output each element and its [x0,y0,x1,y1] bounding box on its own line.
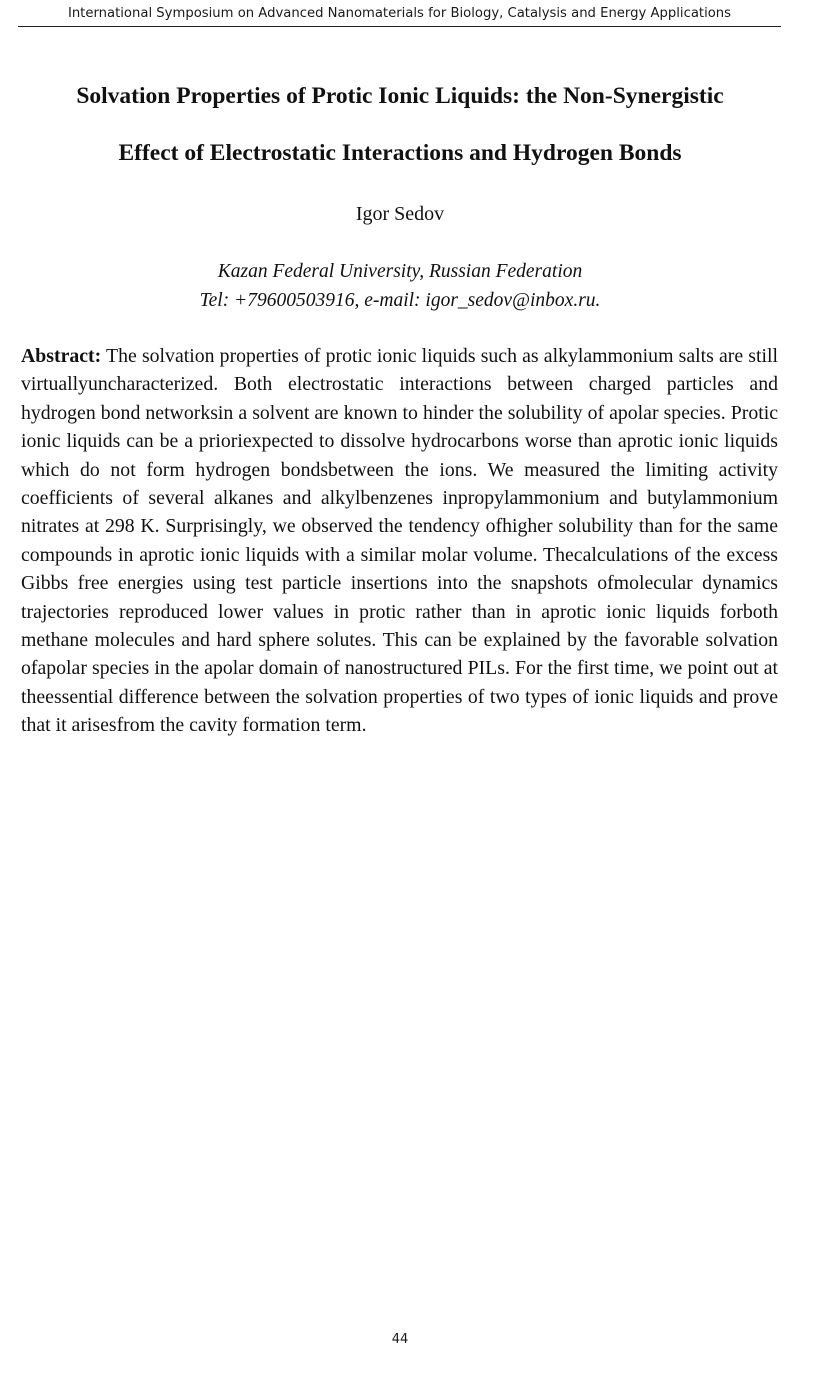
page-number: 44 [391,1332,409,1347]
contact-info: Tel: +79600503916, e-mail: igor_sedov@inbox.ru. [199,290,601,311]
title-line-1: Solvation Properties of Protic Ionic Liquids: the Non-Synergistic [76,83,724,109]
affiliation: Kazan Federal University, Russian Federation [217,261,583,282]
abstract [21,342,778,740]
running-header: International Symposium on Advanced Nanomaterials for Biology, Catalysis and Energy Applications [18,4,781,27]
affiliation-block [20,257,780,315]
author-name: Igor Sedov [355,203,445,225]
paper-title [20,68,780,182]
abstract-label: Abstract: [21,345,102,367]
title-line-2: Effect of Electrostatic Interactions and Hydrogen Bonds [118,140,682,166]
abstract-text: The solvation properties of protic ionic liquids such as alkylammonium salts are still virtuallyuncharacterized. Both electrostatic interactions between charged particles and hydrogen bond networksin a solvent are known to hinder the solubility of apolar species. Protic ionic liquids can be a prioriexpected to dissolve hydrocarbons worse than aprotic ionic liquids which do not form hydrogen bondsbetween the ions. We measured the limiting activity coefficients of several alkanes and alkylbenzenes inpropylammonium and butylammonium nitrates at 298 K. Surprisingly, we observed the tendency ofhigher solubility than for the same compounds in aprotic ionic liquids with a similar molar volume. Thecalculations of the excess Gibbs free energies using test particle insertions into the snapshots ofmolecular dynamics trajectories reproduced lower values in protic rather than in aprotic ionic liquids forboth methane molecules and hard sphere solutes. This can be explained by the favorable solvation ofapolar species in the apolar domain of nanostructured PILs. For the first time, we point out at theessential difference between the solvation properties of two types of ionic liquids and prove that it arisesfrom the cavity formation term. [21,345,778,737]
